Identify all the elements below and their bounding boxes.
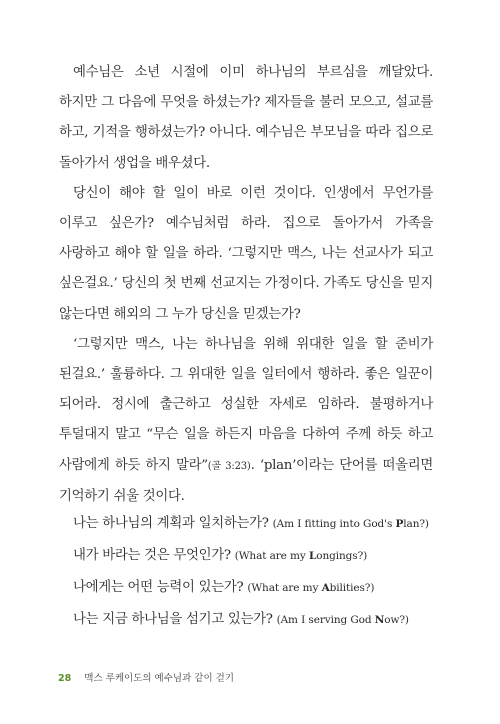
- acronym-letter: P: [395, 518, 404, 530]
- question-ko: 나는 지금 하나님을 섬기고 있는가?: [73, 612, 273, 627]
- bible-citation: (골 3:23): [207, 460, 251, 472]
- acronym-letter: N: [374, 614, 385, 626]
- paragraph-3: [59, 330, 433, 512]
- question-ko: 내가 바라는 것은 무엇인가?: [73, 548, 231, 563]
- page-number: 28: [58, 673, 72, 684]
- book-title: 맥스 루케이도의 예수님과 같이 걷기: [84, 673, 235, 684]
- question-ko: 나에게는 어떤 능력이 있는가?: [73, 580, 244, 595]
- question-en: (What are my Abilities?): [247, 582, 375, 594]
- page-footer: [58, 670, 234, 684]
- question-plan: [73, 508, 453, 540]
- body-text: [59, 58, 433, 512]
- paragraph-3-end: . ‘plan’이라는 단어를 떠올리면 기억하기 쉬울 것이다.: [59, 457, 433, 504]
- acronym-letter: L: [308, 550, 317, 562]
- question-en: (What are my Longings?): [234, 550, 368, 562]
- question-longings: [73, 540, 453, 572]
- question-en: (Am I serving God Now?): [276, 614, 409, 626]
- paragraph-1: 예수님은 소년 시절에 이미 하나님의 부르심을 깨달았다. 하지만 그 다음에 무엇을 하셨는가? 제자들을 불러 모으고, 설교를 하고, 기적을 행하셨는가? 아니다. 예수님은 부모님을 따라 집으로 돌아가서 생업을 배우셨다.: [59, 65, 433, 171]
- question-abilities: [73, 572, 453, 604]
- acronym-letter: A: [321, 582, 330, 594]
- plan-questions: [73, 508, 453, 636]
- paragraph-2: 당신이 해야 할 일이 바로 이런 것이다. 인생에서 무언가를 이루고 싶은가? 예수님처럼 하라. 집으로 돌아가서 가족을 사랑하고 해야 할 일을 하라. ‘그렇지만 맥스, 나는 선교사가 되고 싶은걸요.’ 당신의 첫 번째 선교지는 가정이다. 가족도 당신을 믿지 않는다면 해외의 그 누가 당신을 믿겠는가?: [59, 185, 433, 322]
- question-now: [73, 604, 453, 636]
- paragraph-3-main: ‘그렇지만 맥스, 나는 하나님을 위해 위대한 일을 할 준비가 된걸요.’ 훌륭하다. 그 위대한 일을 일터에서 행하라. 좋은 일꾼이 되어라. 정시에 출근하고 성실한 자세로 임하라. 불평하거나 투덜대지 말고 “무슨 일을 하든지 마음을 다하여 주께 하듯 하고 사람에게 하듯 하지 말라”: [59, 336, 433, 473]
- question-en: (Am I fitting into God's Plan?): [272, 518, 429, 530]
- question-ko: 나는 하나님의 계획과 일치하는가?: [73, 516, 269, 531]
